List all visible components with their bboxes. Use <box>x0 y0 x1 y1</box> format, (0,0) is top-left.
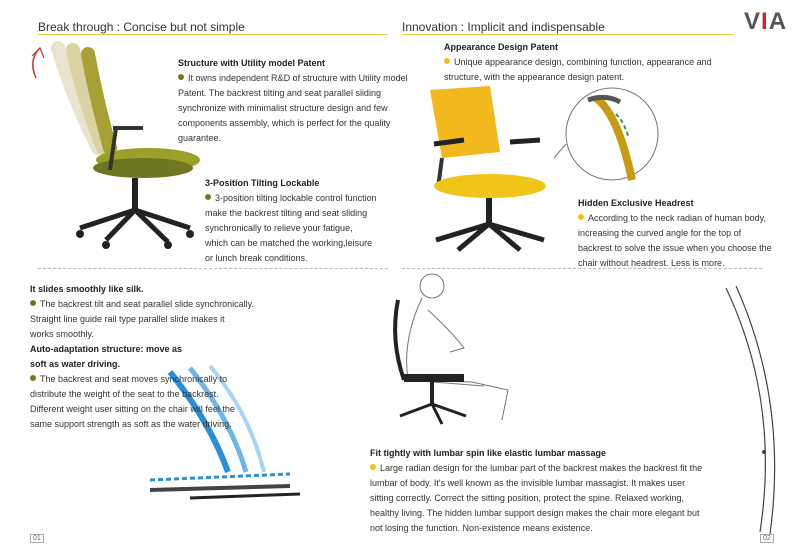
bullet-dot-icon <box>444 58 450 64</box>
hidden-headrest-title: Hidden Exclusive Headrest <box>578 198 694 208</box>
tilting-lockable-body: 3-position tilting lockable control function make the backrest tilting and seat sliding synchronically to relieve your fatigue, which can be matched the working,leisure or lunch break conditions. <box>205 193 377 263</box>
appearance-patent-block <box>444 40 734 85</box>
bullet-dot-icon <box>30 300 36 306</box>
lumbar-support-block <box>370 446 705 536</box>
auto-adaptation-title: Auto-adaptation structure: move as soft as water driving. <box>30 344 183 369</box>
slides-smoothly-body: The backrest tilt and seat parallel slide synchronically. Straight line guide rail type parallel slide makes it works smoothly. <box>30 299 254 339</box>
bullet-dot-icon <box>30 375 36 381</box>
structure-patent-body: It owns independent R&D of structure with Utility model Patent. The backrest tilting and seat parallel sliding synchronize with minimalist structure design and few components assembly, which is perfect for the quality guarantee. <box>178 73 408 143</box>
tilting-lockable-block <box>205 176 405 266</box>
page-number-left: 01 <box>30 534 44 543</box>
yellow-chair-illustration <box>420 82 560 254</box>
lumbar-support-title: Fit tightly with lumbar spin like elastic lumbar massage <box>370 448 607 458</box>
right-header-title: Innovation : Implicit and indispensable <box>402 20 605 34</box>
auto-adaptation-body: The backrest and seat moves synchronically to distribute the weight of the seat to the backrest. Different weight user sitting on the chair will feel the same support strength as soft as the water driving. <box>30 374 235 429</box>
structure-patent-block <box>178 56 410 146</box>
appearance-patent-title: Appearance Design Patent <box>444 42 559 52</box>
bullet-dot-icon <box>370 464 376 470</box>
backrest-profile-illustration <box>720 282 790 540</box>
page-number-right: 02 <box>760 534 774 543</box>
hidden-headrest-body: According to the neck radian of human body, increasing the curved angle for the top of backrest to solve the issue when you choose the chair without headrest. Less is more. <box>578 213 772 268</box>
headrest-detail-illustration <box>558 84 662 188</box>
tilt-arrow-icon <box>32 48 44 78</box>
sitting-person-illustration <box>380 270 570 442</box>
via-logo: VIA <box>744 8 788 35</box>
slides-smoothly-title: It slides smoothly like silk. <box>30 284 144 294</box>
left-header-rule <box>38 34 388 35</box>
left-header-title: Break through : Concise but not simple <box>38 20 245 34</box>
hidden-headrest-block <box>578 196 778 271</box>
left-section-divider <box>38 268 388 269</box>
lumbar-support-body: Large radian design for the lumbar part of the backrest makes the backrest fit the lumbar of body. It's well known as the invisible lumbar massagist. It makes user sitting correctly. Correct the sitting position, protect the spine. Relaxed working, healthy living. The hidden lumbar support design makes the chair more elegant but not losing the function. Non-existence means existence. <box>370 463 703 533</box>
right-header-rule <box>402 34 734 35</box>
tilting-lockable-title: 3-Position Tilting Lockable <box>205 178 320 188</box>
structure-patent-title: Structure with Utility model Patent <box>178 58 326 68</box>
bullet-dot-icon <box>178 74 184 80</box>
appearance-patent-body: Unique appearance design, combining function, appearance and structure, with the appearance design patent. <box>444 57 712 82</box>
bullet-dot-icon <box>205 194 211 200</box>
bullet-dot-icon <box>578 214 584 220</box>
slides-smoothly-block <box>30 282 270 432</box>
